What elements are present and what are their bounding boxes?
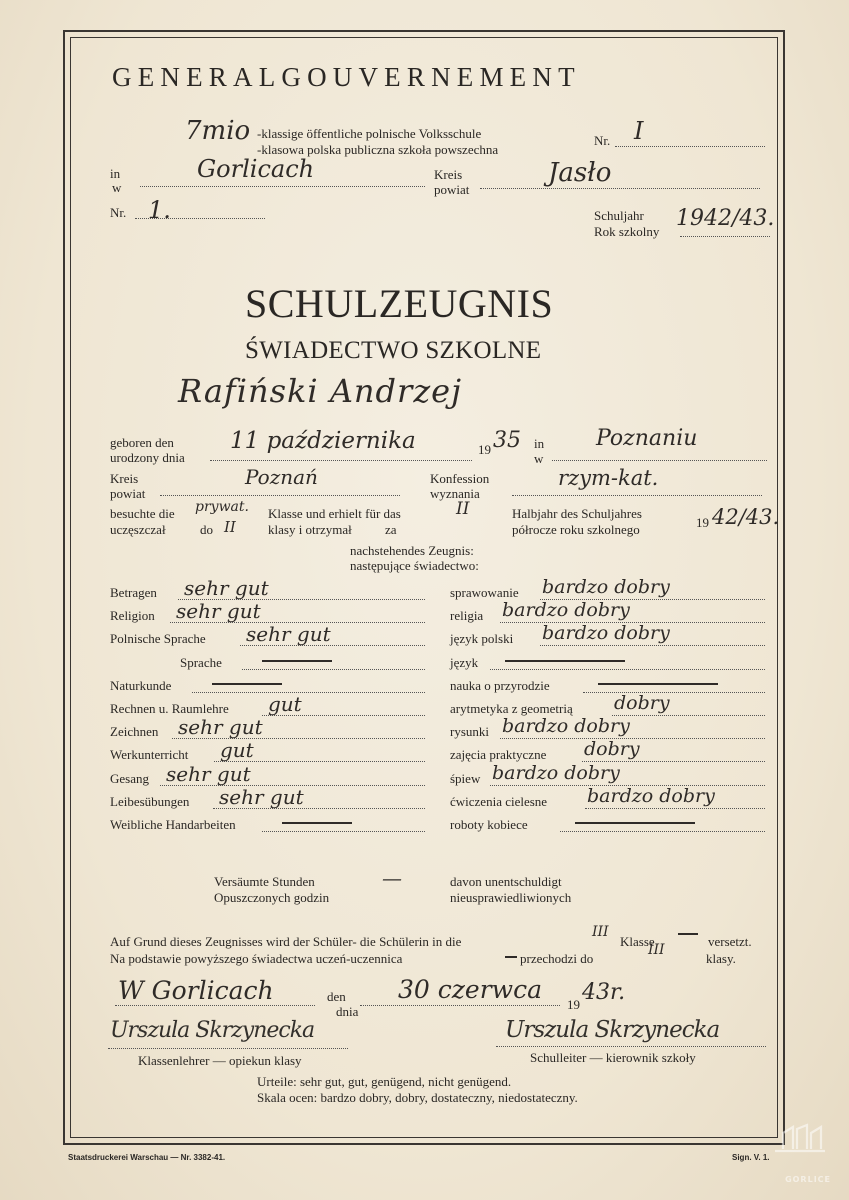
school-town: Gorlicach	[197, 155, 315, 183]
attend-pl-b: klasy i otrzymał	[268, 522, 352, 537]
attend-pl-a: uczęszczał	[110, 522, 166, 537]
confession-pl-label: wyznania	[430, 486, 480, 501]
head-signature: Urszula Skrzynecka	[505, 1017, 720, 1043]
signing-date: 30 czerwca	[398, 975, 542, 1004]
town-line	[140, 186, 425, 187]
grade-subject-pl: ćwiczenia cielesne	[450, 793, 548, 809]
archive-watermark	[765, 1123, 831, 1184]
grade-value-pl: dobry	[584, 738, 640, 761]
next-de: nachstehendes Zeugnis:	[350, 543, 474, 558]
grade-subject-de: Polnische Sprache	[110, 631, 206, 647]
school-county: Jasło	[548, 158, 612, 188]
school-nr-line	[615, 146, 765, 147]
grade-subject-pl: zajęcia praktyczne	[450, 747, 547, 763]
attend-pl-za: za	[385, 522, 397, 537]
grade-line-pl	[490, 669, 765, 670]
powiat-label: powiat	[434, 182, 470, 197]
year-value: 1942/43.	[676, 206, 775, 231]
birth-year-prefix: 19	[478, 442, 491, 457]
grade-subject-de: Zeichnen	[110, 724, 159, 740]
in-label: in	[110, 166, 121, 181]
date-line	[360, 1005, 560, 1006]
grade-line-pl	[583, 692, 765, 693]
grade-subject-pl: nauka o przyrodzie	[450, 677, 550, 693]
absence-value: —	[382, 866, 402, 890]
promotion-de-class: III	[592, 924, 609, 940]
next-pl: następujące świadectwo:	[350, 558, 479, 573]
teacher-label: Klassenlehrer — opiekun klasy	[138, 1053, 302, 1068]
signing-year: 43r.	[582, 980, 626, 1005]
year-line	[680, 236, 770, 237]
attend-de-a: besuchte die	[110, 506, 175, 521]
header-title: GENERALGOUVERNEMENT	[112, 62, 581, 92]
promotion-de-b: Klasse	[620, 934, 655, 949]
grade-value-de: gut	[220, 738, 254, 763]
grade-value-de: sehr gut	[166, 761, 251, 786]
birth-date-line	[210, 460, 472, 461]
grade-value-de: sehr gut	[219, 784, 304, 809]
grade-value-de: sehr gut	[176, 599, 261, 624]
grade-value-pl: dobry	[614, 692, 670, 714]
attend-hw: prywat.	[195, 499, 249, 515]
birth-county-line	[160, 495, 400, 496]
birth-w-label: w	[534, 451, 544, 466]
county-line	[480, 188, 760, 189]
grade-value-de: gut	[268, 692, 302, 716]
grade-blank-pl	[505, 660, 625, 662]
promotion-pl-b: przechodzi do	[520, 951, 594, 966]
unexcused-de: davon unentschuldigt	[450, 874, 562, 889]
grade-value-de: sehr gut	[246, 622, 331, 647]
grade-value-de: sehr gut	[178, 715, 263, 740]
head-label: Schulleiter — kierownik szkoły	[530, 1050, 696, 1065]
grade-subject-de: Sprache	[180, 654, 222, 670]
attend-pl-do: do	[200, 522, 213, 537]
grade-subject-pl: religia	[450, 608, 484, 624]
birth-county: Poznań	[245, 465, 318, 489]
school-type-pl: -klasowa polska publiczna szkoła powszechna	[257, 142, 499, 157]
grade-subject-de: Weibliche Handarbeiten	[110, 817, 236, 832]
student-name: Rafiński Andrzej	[178, 372, 463, 410]
grade-blank-pl	[575, 822, 695, 824]
nr2-label: Nr.	[110, 205, 127, 220]
birth-in-label: in	[534, 436, 545, 451]
attend-de-b: Klasse und erhielt für das	[268, 506, 401, 521]
kreis-label: Kreis	[434, 167, 463, 182]
grade-subject-de: Rechnen u. Raumlehre	[110, 701, 229, 716]
grade-line-pl	[540, 645, 765, 646]
birth-powiat-label: powiat	[110, 486, 146, 501]
teacher-signature: Urszula Skrzynecka	[110, 1018, 315, 1043]
absence-de: Versäumte Stunden	[214, 874, 315, 889]
teacher-line	[108, 1048, 348, 1049]
grade-subject-de: Religion	[110, 608, 155, 624]
promotion-pl-dash	[505, 956, 517, 958]
grade-value-pl: bardzo dobry	[587, 784, 715, 807]
grade-line-pl	[612, 715, 765, 716]
grade-blank-pl	[598, 683, 718, 685]
archive-logo-icon	[765, 1123, 831, 1175]
signing-place: W Gorlicach	[118, 976, 274, 1005]
grade-subject-de: Betragen	[110, 585, 157, 600]
birth-date: 11 października	[230, 428, 416, 454]
grade-subject-de: Werkunterricht	[110, 747, 189, 763]
grade-subject-pl: język	[450, 654, 479, 670]
grade-subject-pl: arytmetyka z geometrią	[450, 701, 573, 716]
grade-blank-de	[282, 822, 352, 824]
signing-dnia: dnia	[336, 1004, 359, 1019]
birth-kreis-label: Kreis	[110, 471, 139, 486]
attend-year: 42/43.	[712, 505, 780, 529]
grade-blank-de	[212, 683, 282, 685]
signing-den: den	[327, 989, 346, 1004]
grade-value-pl: bardzo dobry	[492, 761, 620, 784]
birth-place-line	[552, 460, 767, 461]
printer-info: Staatsdruckerei Warschau — Nr. 3382-41.	[68, 1153, 226, 1162]
birth-place: Poznaniu	[596, 426, 698, 451]
w-label: w	[112, 180, 122, 195]
grade-line-pl	[560, 831, 765, 832]
promotion-pl-a: Na podstawie powyższego świadectwa uczeń-uczennica	[110, 951, 403, 966]
attend-class-hw: II	[224, 518, 236, 536]
grade-value-pl: bardzo dobry	[502, 599, 630, 622]
year-label-pl: Rok szkolny	[594, 224, 660, 239]
promotion-de-a: Auf Grund dieses Zeugnisses wird der Schüler- die Schülerin in die	[110, 934, 462, 949]
grade-value-pl: bardzo dobry	[542, 622, 670, 645]
signing-year-prefix: 19	[567, 997, 580, 1012]
inner-border	[70, 37, 778, 1138]
confession-de-label: Konfession	[430, 471, 490, 486]
title-de: SCHULZEUGNIS	[245, 281, 554, 326]
scale-pl: Skala ocen: bardzo dobry, dobry, dostateczny, niedostateczny.	[257, 1090, 578, 1105]
unexcused-pl: nieusprawiedliwionych	[450, 890, 572, 905]
place-line	[115, 1005, 315, 1006]
grade-line-de	[262, 831, 425, 832]
grade-subject-de: Naturkunde	[110, 677, 172, 693]
promotion-pl-c: klasy.	[706, 951, 736, 966]
grade-value-de: sehr gut	[184, 576, 269, 600]
scale-de: Urteile: sehr gut, gut, genügend, nicht genügend.	[257, 1074, 512, 1089]
confession: rzym-kat.	[558, 466, 659, 490]
absence-pl: Opuszczonych godzin	[214, 890, 330, 905]
school-type-de: -klassige öffentliche polnische Volksschule	[257, 126, 482, 141]
born-pl-label: urodzony dnia	[110, 450, 185, 465]
attend-year-prefix: 19	[696, 515, 709, 530]
grade-value-pl: bardzo dobry	[502, 715, 630, 738]
born-de-label: geboren den	[110, 435, 174, 450]
grade-subject-pl: śpiew	[450, 770, 481, 786]
promotion-de-c: versetzt.	[708, 934, 752, 949]
grade-subject-pl: rysunki	[450, 724, 489, 740]
confession-line	[512, 495, 762, 496]
head-line	[496, 1046, 766, 1047]
grade-subject-pl: język polski	[450, 631, 514, 647]
school-nr-value: I	[634, 117, 644, 145]
grade-subject-pl: roboty kobiece	[450, 817, 528, 832]
grade-line-de	[192, 692, 425, 693]
attend-pl-c: półrocze roku szkolnego	[512, 522, 640, 537]
grade-blank-de	[262, 660, 332, 662]
grade-subject-de: Gesang	[110, 770, 149, 786]
promotion-pl-class: III	[648, 942, 665, 958]
grade-line-pl	[585, 808, 765, 809]
attend-half-hw: II	[456, 499, 470, 519]
watermark-text: GORLICE	[785, 1175, 831, 1184]
grade-subject-pl: sprawowanie	[450, 585, 519, 600]
title-pl: ŚWIADECTWO SZKOLNE	[245, 337, 542, 364]
attend-de-c: Halbjahr des Schuljahres	[512, 506, 642, 521]
birth-year: 35	[493, 428, 521, 453]
grade-line-de	[242, 669, 425, 670]
school-type-handwritten: 7mio	[185, 116, 251, 146]
grade-value-pl: bardzo dobry	[542, 576, 670, 598]
year-label-de: Schuljahr	[594, 208, 644, 223]
grade-subject-de: Leibesübungen	[110, 793, 190, 809]
promotion-dash	[678, 933, 698, 935]
nr2-value: 1.	[148, 196, 171, 224]
sign-info: Sign. V. 1.	[732, 1153, 770, 1162]
school-nr-label: Nr.	[594, 133, 611, 148]
